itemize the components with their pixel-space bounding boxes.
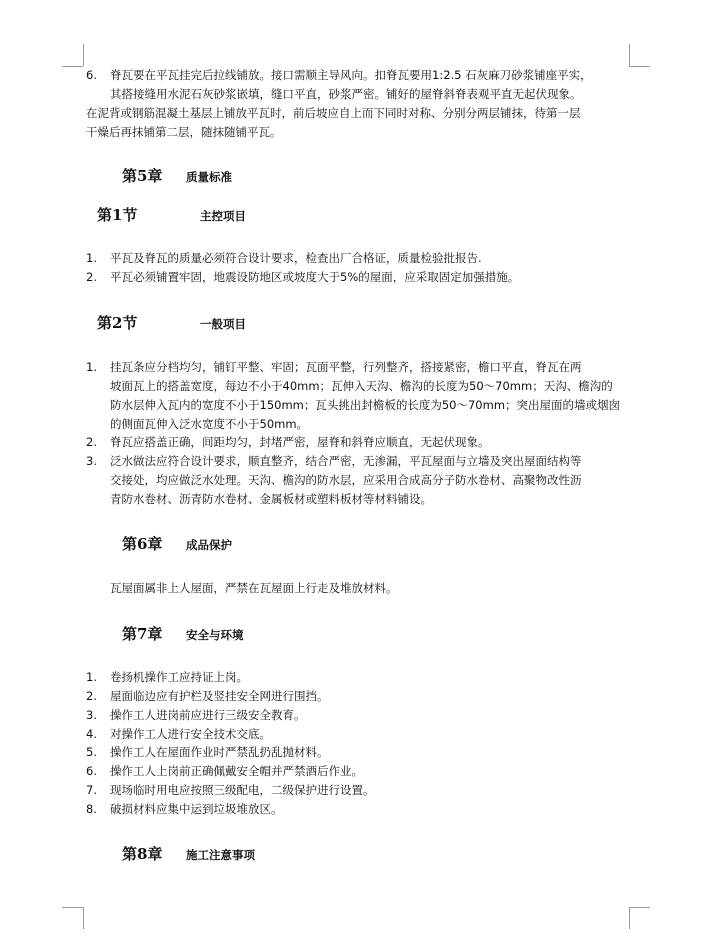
list-item-text: 破损材料应集中运到垃圾堆放区。 <box>110 802 283 816</box>
list-item-text: 挂瓦条应分档均匀，铺钉平整、牢固；瓦面平整，行列整齐，搭接紧密，檐口平直，脊瓦在两 <box>110 360 582 374</box>
chapter-title: 成品保护 <box>186 538 232 552</box>
list-item-number: 6. <box>86 68 97 82</box>
list-item-text: 交接处，均应做泛水处理。天沟、檐沟的防水层，应采用合成高分子防水卷材、高聚物改性沥 <box>110 473 582 487</box>
list-item-text: 防水层伸入瓦内的宽度不小于150mm；瓦头挑出封檐板的长度为50～70mm；突出屋面的墙或烟囱 <box>110 398 621 412</box>
list-item-text: 平瓦及脊瓦的质量必须符合设计要求，检查出厂合格证，质量检验批报告. <box>110 251 482 265</box>
paragraph-line: 干燥后再抹铺第二层，随抹随铺平瓦。 <box>86 125 282 139</box>
list-item-text: 屋面临边应有护栏及竖挂安全网进行围挡。 <box>110 689 329 703</box>
section-number: 第1节 <box>97 206 138 224</box>
list-item-number: 7. <box>86 783 97 797</box>
page-corner-mark <box>62 66 83 67</box>
chapter-number: 第7章 <box>122 625 163 643</box>
list-item-text: 坡面瓦上的搭盖宽度，每边不小于40mm；瓦伸入天沟、檐沟的长度为50～70mm；天沟、檐沟的 <box>110 379 613 393</box>
chapter-title: 施工注意事项 <box>186 848 255 862</box>
paragraph-line: 在泥背或钢筋混凝土基层上铺放平瓦时，前后坡应自上而下同时对称、分别分两层铺抹，待第一层 <box>86 106 581 120</box>
list-item-number: 3. <box>86 708 97 722</box>
list-item-text: 的侧面瓦伸入泛水宽度不小于50mm。 <box>110 417 309 431</box>
chapter-title: 安全与环境 <box>186 628 244 642</box>
page-corner-mark <box>629 44 630 66</box>
list-item-number: 2. <box>86 270 97 284</box>
list-item-number: 4. <box>86 727 97 741</box>
page-corner-mark <box>629 907 630 929</box>
list-item-number: 8. <box>86 802 97 816</box>
list-item-number: 3. <box>86 454 97 468</box>
list-item-text: 操作工人在屋面作业时严禁乱扔乱抛材料。 <box>110 745 329 759</box>
page-corner-mark <box>629 66 650 67</box>
paragraph-line: 脊瓦要在平瓦挂完后拉线铺放。接口需顺主导风向。扣脊瓦要用1:2.5 石灰麻刀砂浆铺座平实， <box>110 68 592 82</box>
page-corner-mark <box>629 907 650 908</box>
chapter-number: 第5章 <box>122 167 163 185</box>
page-corner-mark <box>83 44 84 66</box>
section-number: 第2节 <box>97 314 138 332</box>
list-item-number: 6. <box>86 764 97 778</box>
list-item-number: 1. <box>86 360 97 374</box>
chapter-number: 第8章 <box>122 845 163 863</box>
chapter-title: 质量标准 <box>186 170 232 184</box>
list-item-text: 平瓦必须铺置牢固，地震设防地区或坡度大于5%的屋面，应采取固定加强措施。 <box>110 270 520 284</box>
list-item-text: 青防水卷材、沥青防水卷材、金属板材或塑料板材等材料铺设。 <box>110 492 432 506</box>
list-item-number: 5. <box>86 745 97 759</box>
section-title: 主控项目 <box>200 209 246 223</box>
list-item-text: 泛水做法应符合设计要求，顺直整齐，结合严密，无渗漏，平瓦屋面与立墙及突出屋面结构等 <box>110 454 582 468</box>
list-item-text: 脊瓦应搭盖正确，间距均匀，封堵严密，屋脊和斜脊应顺直，无起伏现象。 <box>110 435 490 449</box>
page-corner-mark <box>62 907 83 908</box>
list-item-number: 2. <box>86 435 97 449</box>
list-item-text: 卷扬机操作工应持证上岗。 <box>110 670 248 684</box>
list-item-text: 操作工人上岗前正确佩戴安全帽并严禁酒后作业。 <box>110 764 363 778</box>
list-item-number: 1. <box>86 670 97 684</box>
paragraph-line: 瓦屋面属非上人屋面，严禁在瓦屋面上行走及堆放材料。 <box>110 581 398 595</box>
chapter-number: 第6章 <box>122 535 163 553</box>
list-item-text: 对操作工人进行安全技术交底。 <box>110 727 271 741</box>
list-item-text: 现场临时用电应按照三级配电，二级保护进行设置。 <box>110 783 375 797</box>
paragraph-line: 其搭接缝用水泥石灰砂浆嵌填，缝口平直，砂浆严密。铺好的屋脊斜脊表观平直无起伏现象。 <box>110 87 582 101</box>
list-item-number: 1. <box>86 251 97 265</box>
page-corner-mark <box>83 907 84 929</box>
list-item-text: 操作工人进岗前应进行三级安全教育。 <box>110 708 306 722</box>
section-title: 一般项目 <box>200 317 246 331</box>
list-item-number: 2. <box>86 689 97 703</box>
